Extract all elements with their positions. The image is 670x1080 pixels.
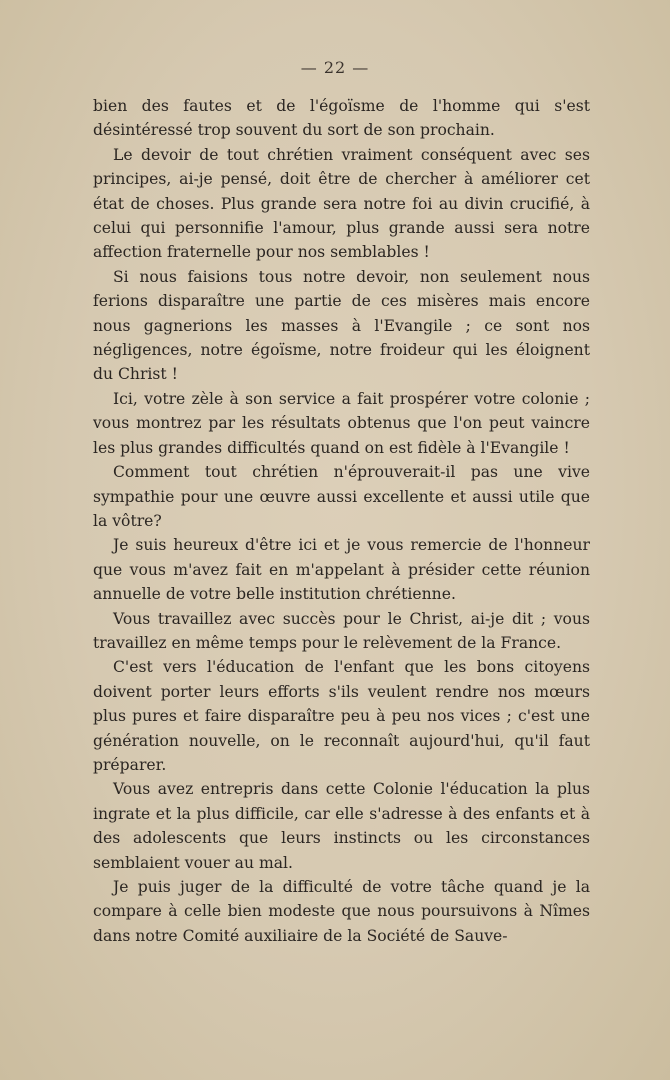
body-text xyxy=(93,94,590,948)
paragraph: Ici, votre zèle à son service a fait prospérer votre colonie ; vous montrez par les résultats obtenus que l'on peut vaincre les plus grandes difficultés quand on est fidèle à l'Evangile ! xyxy=(93,389,590,457)
paragraph: Je puis juger de la difficulté de votre tâche quand je la compare à celle bien modeste que nous poursuivons à Nîmes dans notre Comité auxiliaire de la Société de Sauve- xyxy=(93,878,590,945)
paragraph: bien des fautes et de l'égoïsme de l'homme qui s'est désintéressé trop souvent du sort de son prochain. xyxy=(93,97,590,140)
paragraph: C'est vers l'éducation de l'enfant que les bons citoyens doivent porter leurs efforts s'ils veulent rendre nos mœurs plus pures et faire disparaître peu à peu nos vices ; c'est une génération nouvelle, on le reconnaît aujourd'hui, qu'il faut préparer. xyxy=(93,658,590,774)
page-number: — 22 — xyxy=(300,58,370,77)
paragraph: Vous avez entrepris dans cette Colonie l'éducation la plus ingrate et la plus difficile, car elle s'adresse à des enfants et à des adolescents que leurs instincts ou les circonstances semblaient vouer au mal. xyxy=(93,780,590,872)
paragraph: Si nous faisions tous notre devoir, non seulement nous ferions disparaître une partie de ces misères mais encore nous gagnerions les masses à l'Evangile ; ce sont nos négligences, notre égoïsme, notre froideur qui les éloignent du Christ ! xyxy=(93,267,590,384)
paragraph: Je suis heureux d'être ici et je vous remercie de l'honneur que vous m'avez fait en m'appelant à présider cette réunion annuelle de votre belle institution chrétienne. xyxy=(93,536,590,604)
paragraph: Le devoir de tout chrétien vraiment conséquent avec ses principes, ai-je pensé, doit être de chercher à améliorer cet état de choses. Plus grande sera notre foi au divin crucifié, à celui qui personnifie l'amour, plus grande aussi sera notre affection fraternelle pour nos semblables ! xyxy=(93,145,590,262)
paragraph: Comment tout chrétien n'éprouverait-il pas une vive sympathie pour une œuvre aussi excellente et aussi utile que la vôtre? xyxy=(93,463,590,530)
paragraph: Vous travaillez avec succès pour le Christ, ai-je dit ; vous travaillez en même temps pour le relèvement de la France. xyxy=(93,609,590,652)
